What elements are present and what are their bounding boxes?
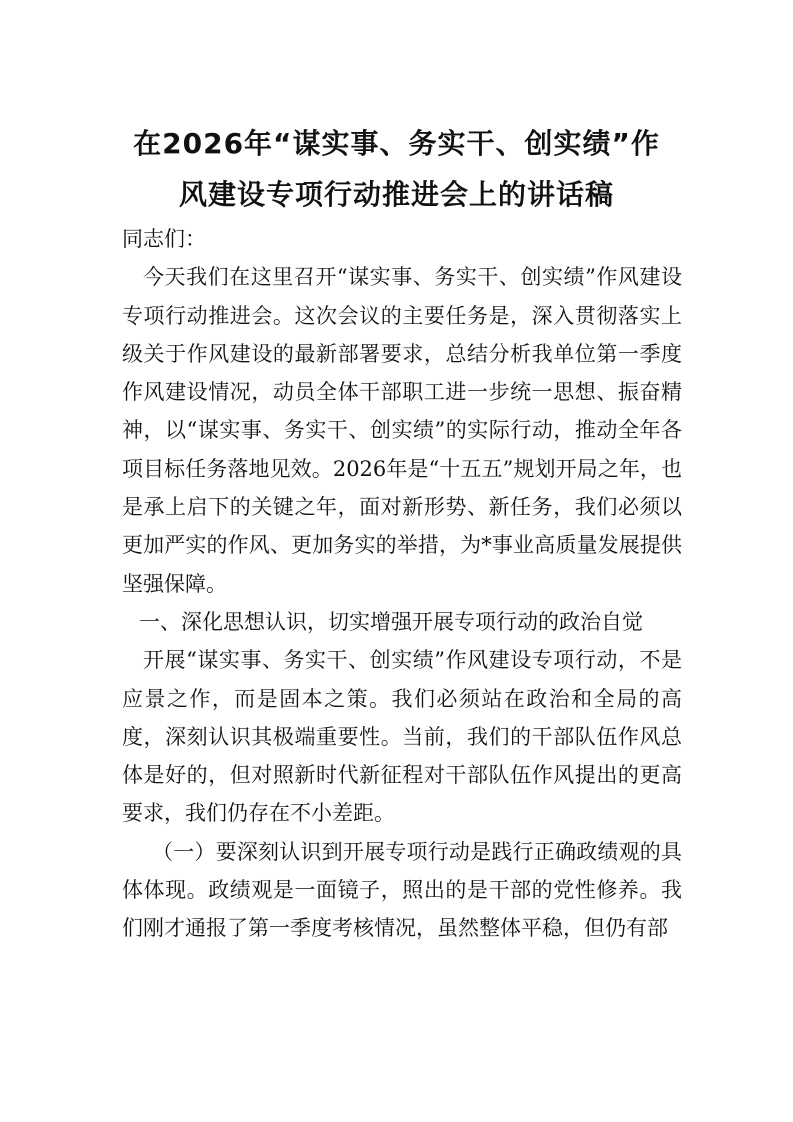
salutation: 同志们： [122,227,206,251]
document-title [100,118,693,220]
paragraph-intro: 今天我们在这里召开“谋实事、务实干、创实绩”作风建设专项行动推进会。这次会议的主要任务是，深入贯彻落实上级关于作风建设的最新部署要求，总结分析我单位第一季度作风建设情况，动员全体干部职工进一步统一思想、振奋精神，以“谋实事、务实干、创实绩”的实际行动，推动全年各项目标任务落地见效。2026年是“十五五”规划开局之年，也是承上启下的关键之年，面对新形势、新任务，我们必须以更加严实的作风、更加务实的举措，为*事业高质量发展提供坚强保障。 [122,265,682,596]
paragraph-section-1: 开展“谋实事、务实干、创实绩”作风建设专项行动，不是应景之作，而是固本之策。我们必须站在政治和全局的高度，深刻认识其极端重要性。当前，我们的干部队伍作风总体是好的，但对照新时代新征程对干部队伍作风提出的更高要求，我们仍存在不小差距。 [122,648,682,826]
paragraph-subsection-1: （一）要深刻认识到开展专项行动是践行正确政绩观的具体体现。政绩观是一面镜子，照出的是干部的党性修养。我们刚才通报了第一季度考核情况，虽然整体平稳，但仍有部 [122,839,682,941]
title-line-1: 在2026年“谋实事、务实干、创实绩”作 [133,127,660,160]
section-heading-1: 一、深化思想认识，切实增强开展专项行动的政治自觉 [139,609,643,634]
title-line-2: 风建设专项行动推进会上的讲话稿 [178,178,614,211]
document-body [122,220,682,948]
